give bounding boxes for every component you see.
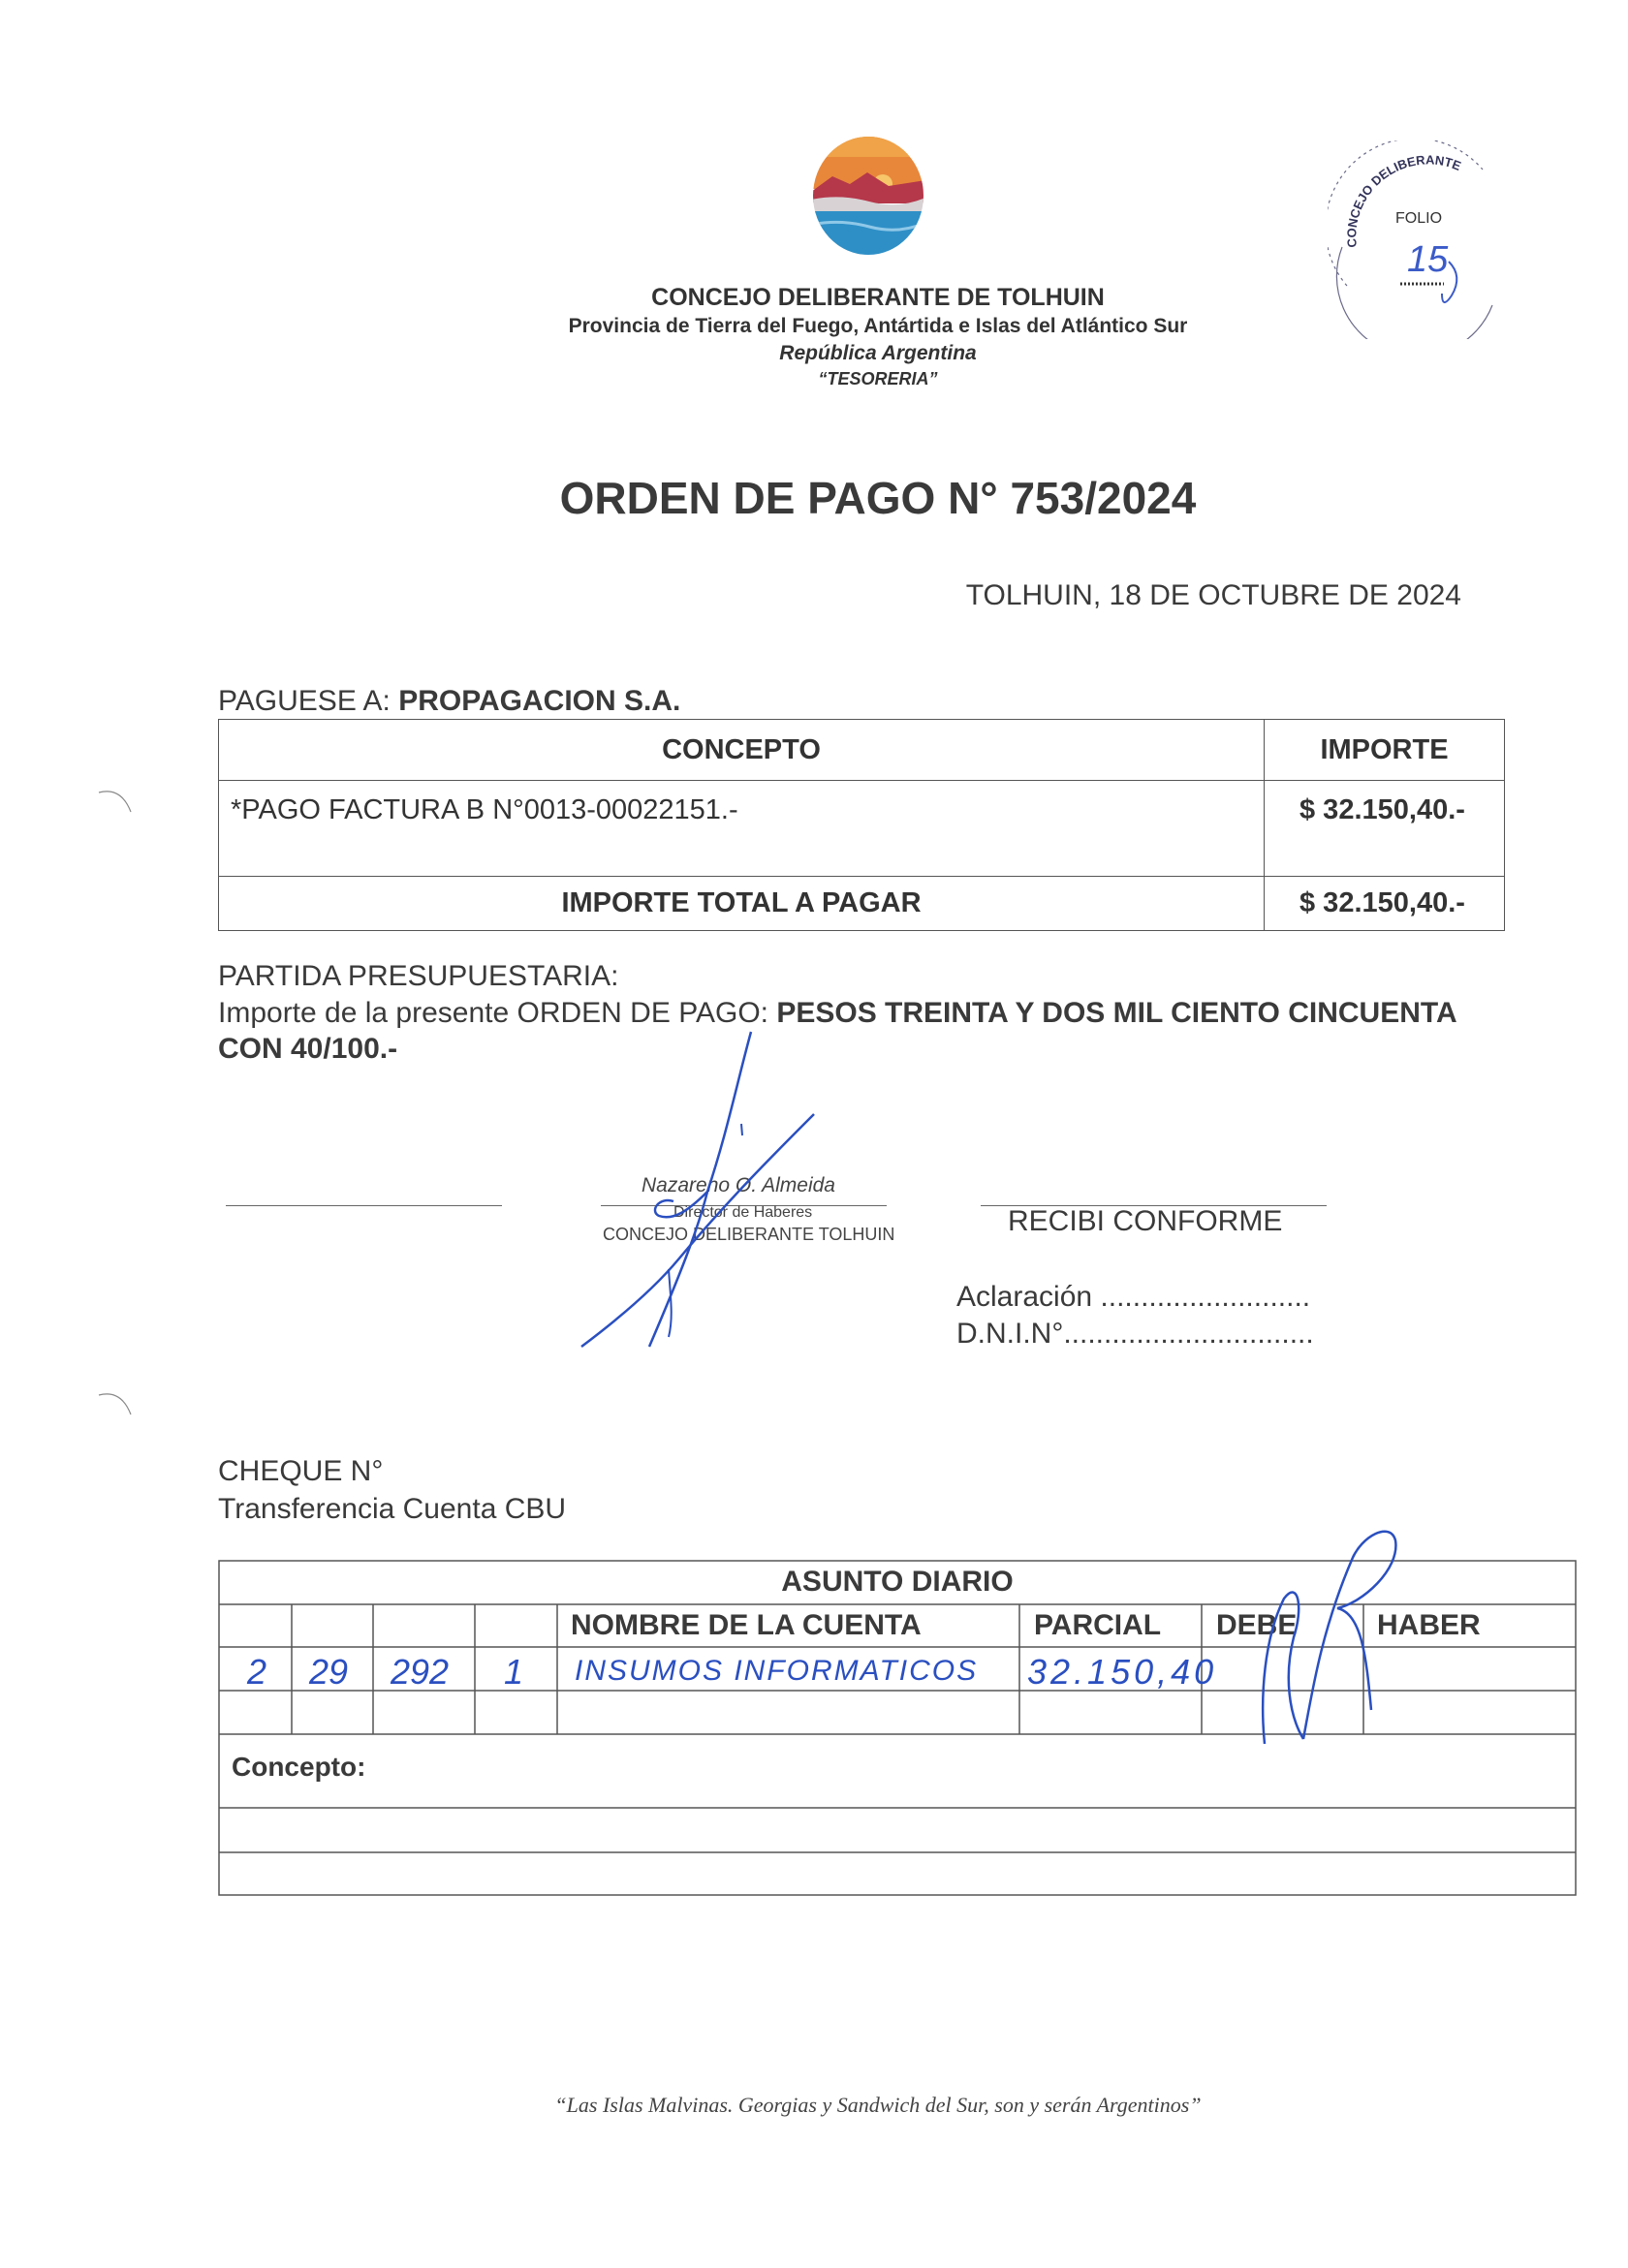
signature-line-left [226,1205,502,1206]
amount-words: PESOS TREINTA Y DOS MIL CIENTO CINCUENTA CON 40/100.- [218,997,1456,1065]
handwritten-code-2: 29 [309,1652,349,1692]
stamp-folio-label: FOLIO [1395,210,1443,227]
amount-header: IMPORTE [1265,720,1505,781]
handwritten-code-4: 1 [504,1652,524,1692]
payment-table [218,719,1505,931]
amount-cell: $ 32.150,40.- [1265,781,1505,877]
amount-in-words [218,995,1478,1067]
parcial-header: PARCIAL [1034,1609,1162,1641]
department-line: “TESORERIA” [818,369,938,388]
footer-motto: “Las Islas Malvinas. Georgias y Sandwich del Sur, son y serán Argentinos” [554,2093,1202,2117]
signer-organization: CONCEJO DELIBERANTE TOLHUIN [603,1225,895,1244]
organization-name: CONCEJO DELIBERANTE DE TOLHUIN [651,284,1105,311]
signer-role: Director de Haberes [673,1204,813,1221]
concept-cell: *PAGO FACTURA B N°0013-00022151.- [219,781,1265,877]
total-amount: $ 32.150,40.- [1265,877,1505,931]
handwritten-code-3: 292 [391,1652,450,1692]
signer-name: Nazareno O. Almeida [642,1174,835,1196]
amount-words-prefix: Importe de la presente ORDEN DE PAGO: [218,997,768,1029]
province-line: Provincia de Tierra del Fuego, Antártida e Islas del Atlántico Sur [568,315,1188,337]
handwritten-initials [1245,1521,1429,1744]
country-line: República Argentina [779,342,977,364]
stamp-folio-number: 15 [1407,239,1449,280]
concept-header: CONCEPTO [219,720,1265,781]
council-logo [811,136,925,256]
payee-line [218,685,680,718]
folio-stamp [1328,140,1502,339]
handwritten-account: INSUMOS INFORMATICOS [575,1655,979,1687]
payee-name: PROPAGACION S.A. [398,685,681,717]
debe-header: DEBE [1216,1609,1298,1641]
place-date: TOLHUIN, 18 DE OCTUBRE DE 2024 [965,579,1461,611]
concept-label: Concepto: [232,1752,366,1782]
dni-field: D.N.I.N°............................... [956,1318,1314,1350]
haber-header: HABER [1377,1609,1481,1641]
journal-title: ASUNTO DIARIO [781,1566,1014,1598]
budget-label: PARTIDA PRESUPUESTARIA: [218,960,619,992]
order-title: ORDEN DE PAGO N° 753/2024 [559,473,1197,523]
cheque-label: CHEQUE N° [218,1455,384,1487]
received-label: RECIBI CONFORME [1008,1205,1283,1237]
total-label: IMPORTE TOTAL A PAGAR [219,877,1265,931]
handwritten-signature [562,1027,833,1366]
handwritten-parcial: 32.150,40 [1027,1652,1218,1692]
payee-label: PAGUESE A: [218,685,391,717]
svg-text:CONCEJO DELIBERANTE [1344,152,1463,248]
journal-table [218,1560,1577,1896]
margin-hole-mark [97,785,136,814]
stamp-ring-text: CONCEJO DELIBERANTE [1344,152,1463,249]
transfer-label: Transferencia Cuenta CBU [218,1493,567,1525]
clarification-field: Aclaración .......................... [956,1281,1311,1313]
handwritten-code-1: 2 [247,1652,267,1692]
account-name-header: NOMBRE DE LA CUENTA [571,1609,922,1641]
margin-hole-mark [97,1387,136,1416]
